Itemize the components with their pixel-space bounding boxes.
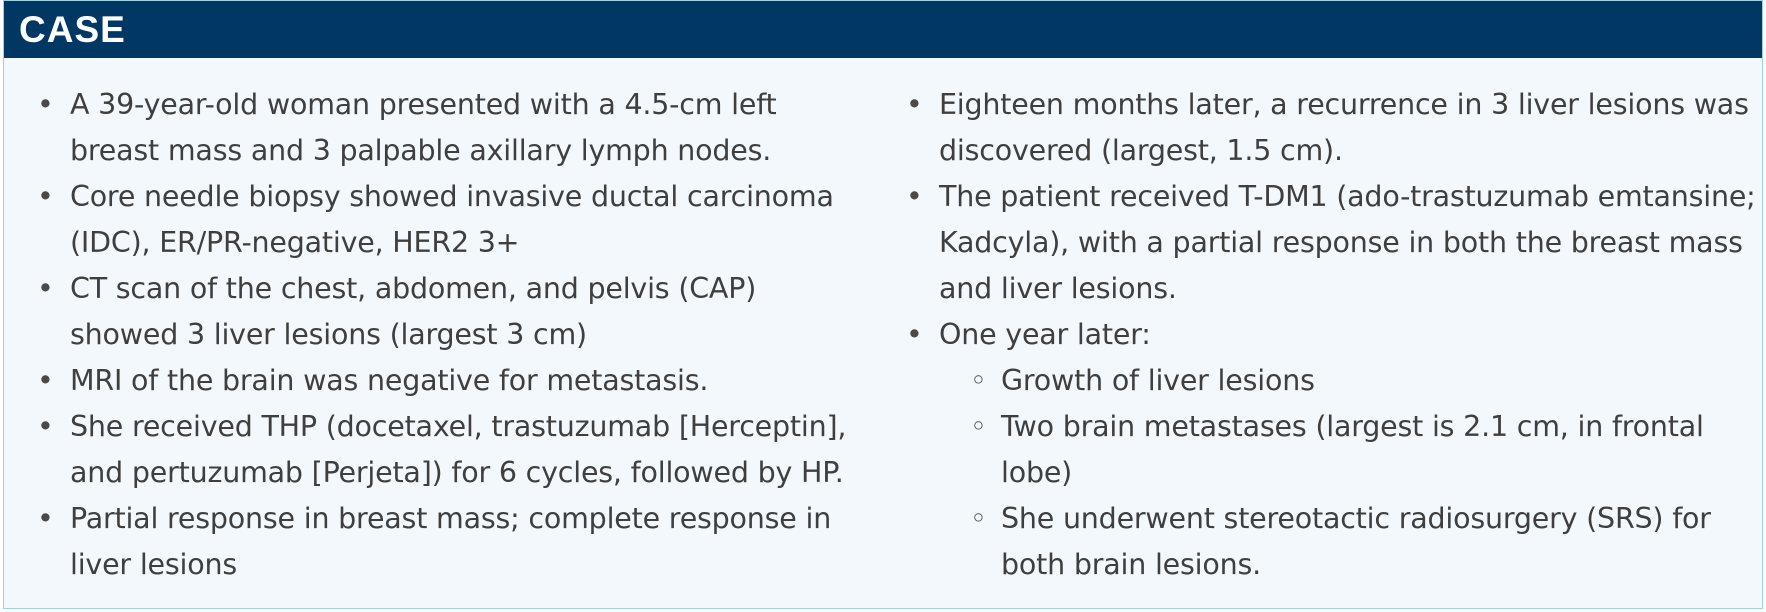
right-column [906, 82, 1756, 588]
sub-list-item: ◦ Two brain metastases (largest is 2.1 cm, in frontal lobe) [970, 404, 1756, 496]
left-column [37, 82, 867, 588]
right-bullet-list [906, 82, 1756, 358]
sub-list-item: ◦ Growth of liver lesions [970, 358, 1756, 404]
sub-list-item: ◦ She underwent stereotactic radiosurgery (SRS) for both brain lesions. [970, 496, 1756, 588]
list-item: • MRI of the brain was negative for metastasis. [37, 358, 867, 404]
list-item: • CT scan of the chest, abdomen, and pelvis (CAP) showed 3 liver lesions (largest 3 cm) [37, 266, 867, 358]
case-panel [3, 0, 1763, 609]
list-item: • She received THP (docetaxel, trastuzumab [Herceptin], and pertuzumab [Perjeta]) for 6 cycles, followed by HP. [37, 404, 867, 496]
left-bullet-list [37, 82, 867, 588]
list-item: • The patient received T-DM1 (ado-trastuzumab emtansine; Kadcyla), with a partial response in both the breast mass and liver lesions. [906, 174, 1756, 312]
list-item: • Eighteen months later, a recurrence in 3 liver lesions was discovered (largest, 1.5 cm). [906, 82, 1756, 174]
sub-bullet-list [906, 358, 1756, 588]
list-item: • Core needle biopsy showed invasive ductal carcinoma (IDC), ER/PR-negative, HER2 3+ [37, 174, 867, 266]
case-header-title: CASE [4, 1, 1762, 58]
list-item: • One year later: [906, 312, 1756, 358]
list-item: • A 39-year-old woman presented with a 4.5-cm left breast mass and 3 palpable axillary lymph nodes. [37, 82, 867, 174]
list-item: • Partial response in breast mass; complete response in liver lesions [37, 496, 867, 588]
